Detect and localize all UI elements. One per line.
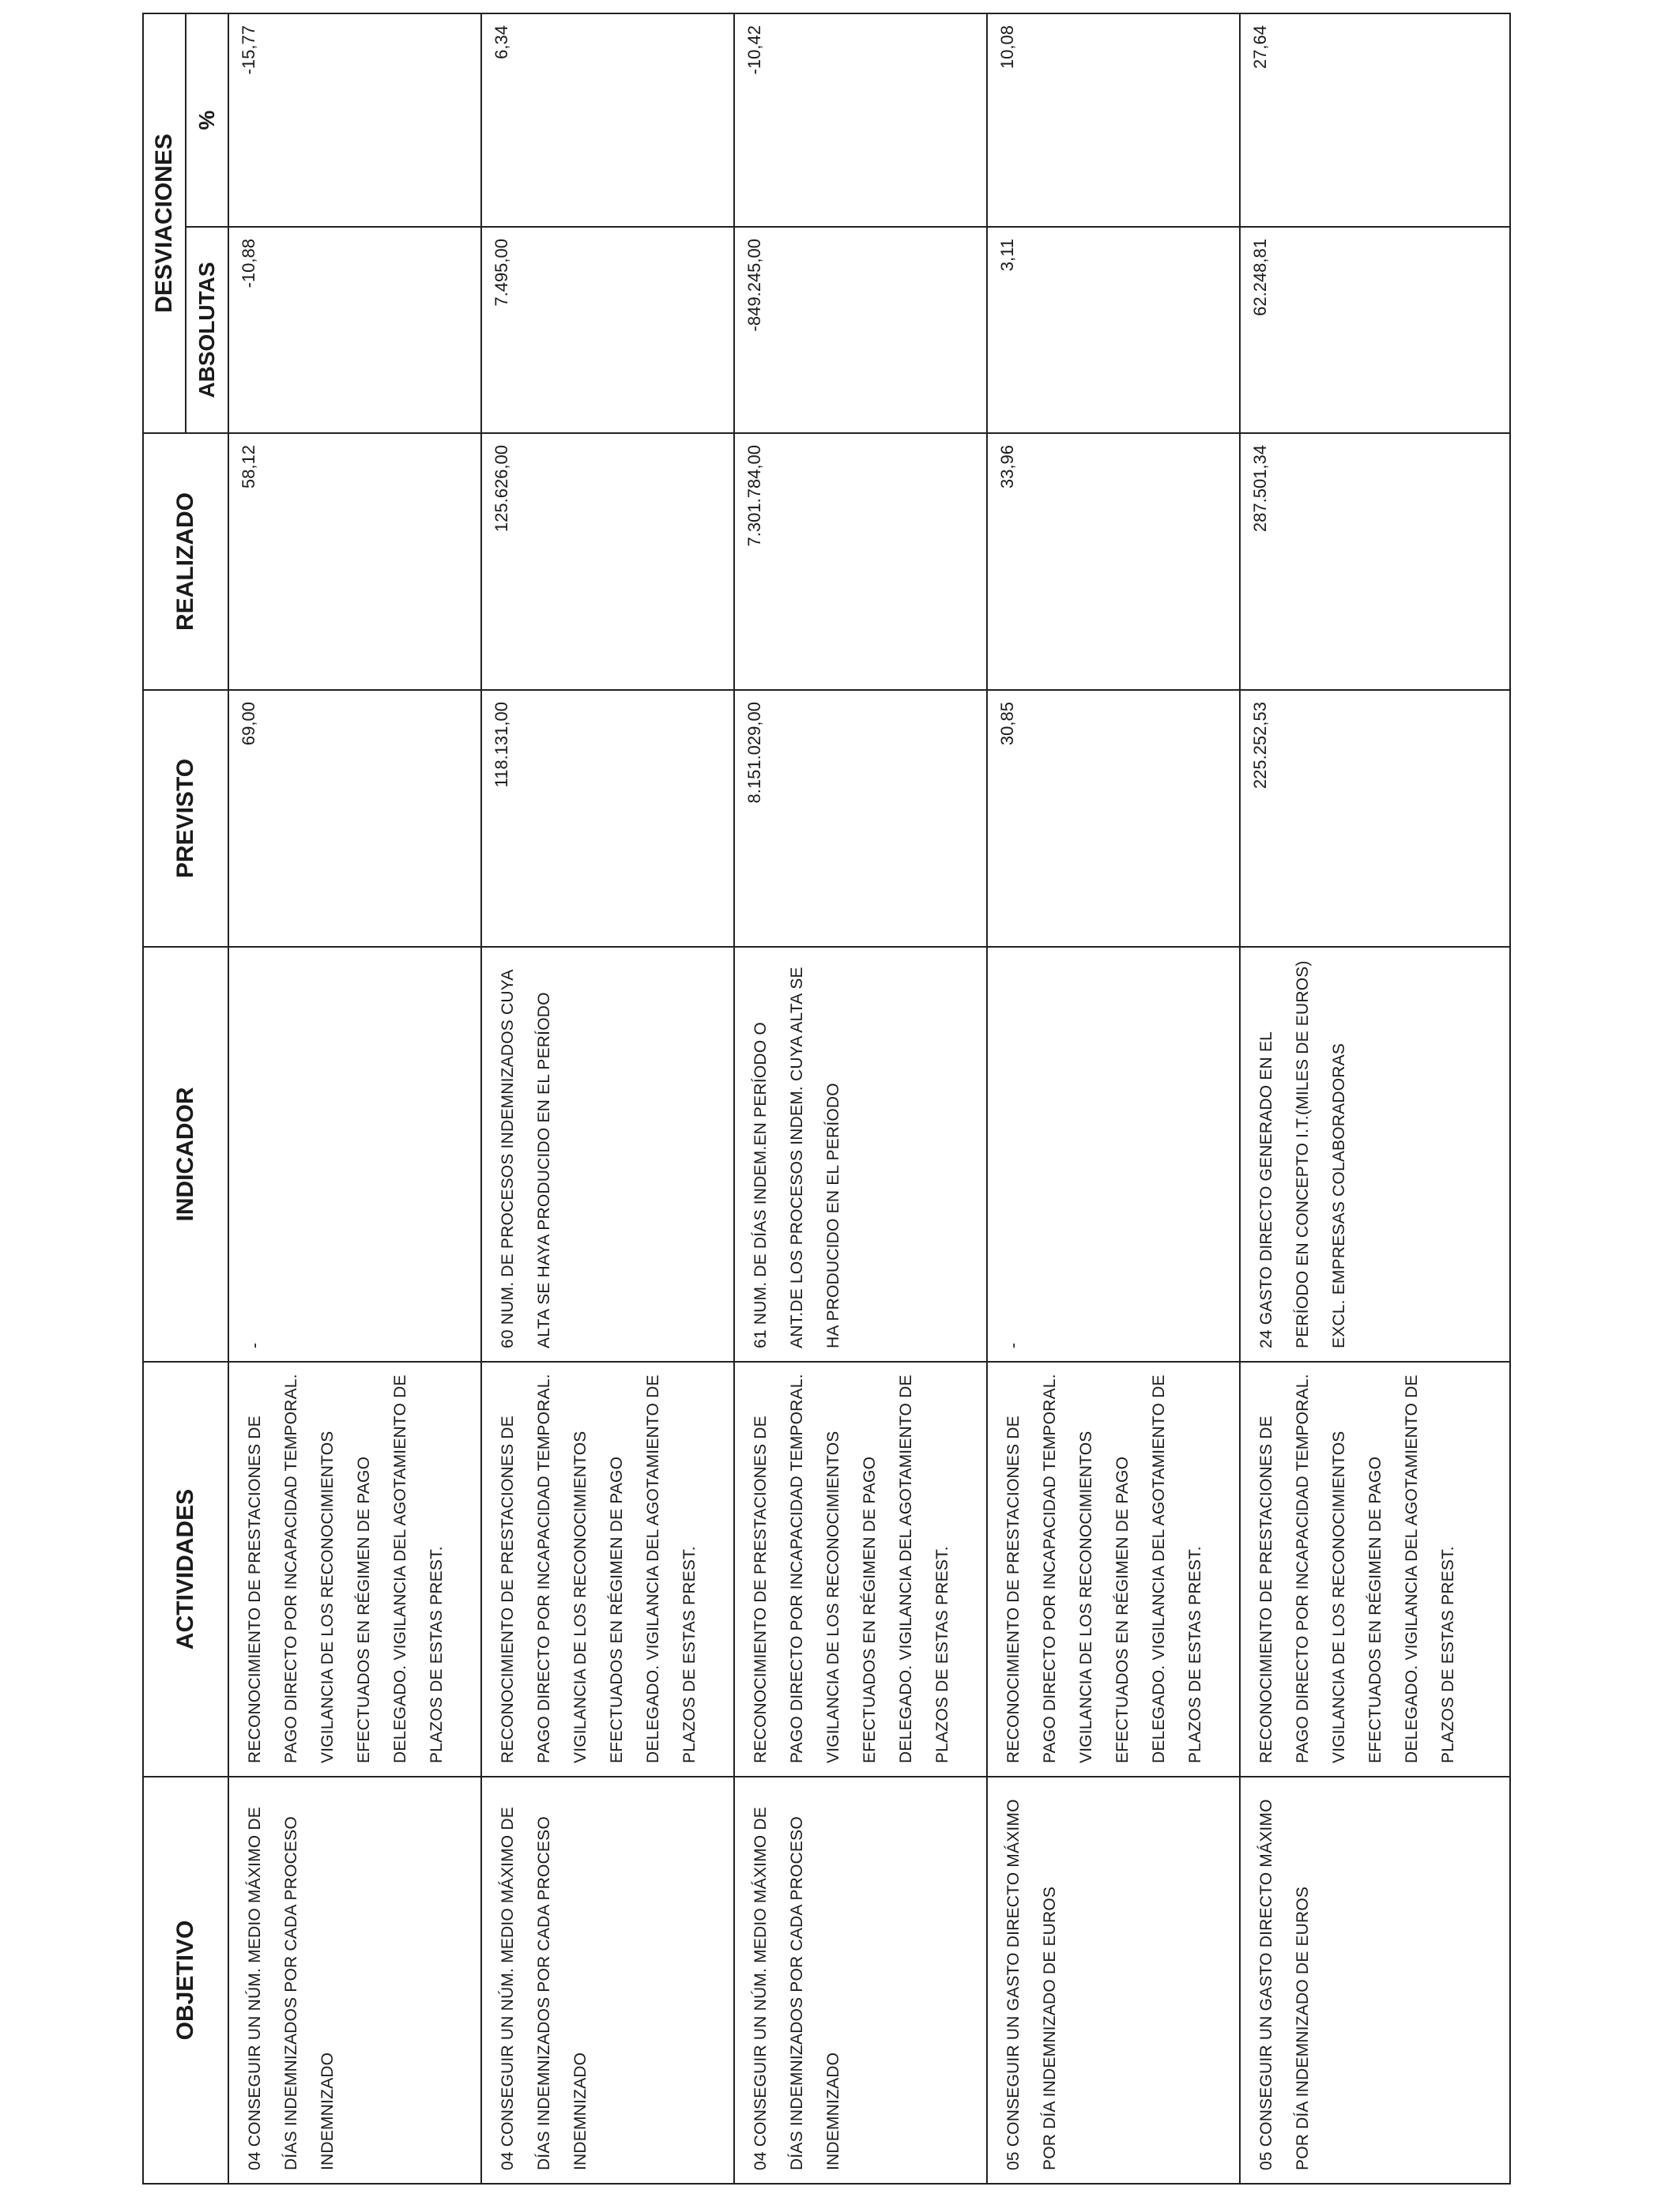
realizado-cell: 33,96 <box>987 433 1240 690</box>
header-actividades: ACTIVIDADES <box>143 1362 228 1777</box>
indicador-cell: - <box>987 947 1240 1362</box>
porcentaje-cell: -10,42 <box>734 13 987 227</box>
porcentaje-cell: 10,08 <box>987 13 1240 227</box>
absolutas-cell: 3,11 <box>987 227 1240 433</box>
objetivo-cell: 05 CONSEGUIR UN GASTO DIRECTO MÁXIMO POR DÍA INDEMNIZADO DE EUROS <box>987 1777 1240 2184</box>
actividades-cell: RECONOCIMIENTO DE PRESTACIONES DE PAGO DIRECTO POR INCAPACIDAD TEMPORAL. VIGILANCIA DE LOS RECONOCIMIENTOS EFECTUADOS EN RÉGIMEN DE PAGO DELEGADO. VIGILANCIA DEL AGOTAMIENTO DE PLAZOS DE ESTAS PREST. <box>481 1362 734 1777</box>
header-indicador: INDICADOR <box>143 947 228 1362</box>
realizado-cell: 125.626,00 <box>481 433 734 690</box>
objetivo-cell: 05 CONSEGUIR UN GASTO DIRECTO MÁXIMO POR DÍA INDEMNIZADO DE EUROS <box>1240 1777 1510 2184</box>
previsto-cell: 69,00 <box>228 690 481 947</box>
indicador-cell: 61 NUM. DE DÍAS INDEM.EN PERÍODO O ANT.DE LOS PROCESOS INDEM. CUYA ALTA SE HA PRODUCIDO EN EL PERÍODO <box>734 947 987 1362</box>
objetivo-cell: 04 CONSEGUIR UN NÚM. MEDIO MÁXIMO DE DÍAS INDEMNIZADOS POR CADA PROCESO INDEMNIZADO <box>481 1777 734 2184</box>
absolutas-cell: 62.248,81 <box>1240 227 1510 433</box>
table-row <box>228 13 481 2184</box>
header-objetivo: OBJETIVO <box>143 1777 228 2184</box>
actividades-cell: RECONOCIMIENTO DE PRESTACIONES DE PAGO DIRECTO POR INCAPACIDAD TEMPORAL. VIGILANCIA DE LOS RECONOCIMIENTOS EFECTUADOS EN RÉGIMEN DE PAGO DELEGADO. VIGILANCIA DEL AGOTAMIENTO DE PLAZOS DE ESTAS PREST. <box>1240 1362 1510 1777</box>
objetivo-cell: 04 CONSEGUIR UN NÚM. MEDIO MÁXIMO DE DÍAS INDEMNIZADOS POR CADA PROCESO INDEMNIZADO <box>734 1777 987 2184</box>
header-row <box>143 13 186 2184</box>
actividades-cell: RECONOCIMIENTO DE PRESTACIONES DE PAGO DIRECTO POR INCAPACIDAD TEMPORAL. VIGILANCIA DE LOS RECONOCIMIENTOS EFECTUADOS EN RÉGIMEN DE PAGO DELEGADO. VIGILANCIA DEL AGOTAMIENTO DE PLAZOS DE ESTAS PREST. <box>228 1362 481 1777</box>
header-desviaciones: DESVIACIONES <box>143 13 186 433</box>
objetivo-cell: 04 CONSEGUIR UN NÚM. MEDIO MÁXIMO DE DÍAS INDEMNIZADOS POR CADA PROCESO INDEMNIZADO <box>228 1777 481 2184</box>
porcentaje-cell: -15,77 <box>228 13 481 227</box>
absolutas-cell: 7.495,00 <box>481 227 734 433</box>
previsto-cell: 118.131,00 <box>481 690 734 947</box>
table-row <box>1240 13 1510 2184</box>
objectives-table <box>142 13 1511 2185</box>
porcentaje-cell: 6,34 <box>481 13 734 227</box>
indicador-cell: 60 NUM. DE PROCESOS INDEMNIZADOS CUYA ALTA SE HAYA PRODUCIDO EN EL PERÍODO <box>481 947 734 1362</box>
header-porcentaje: % <box>186 13 228 227</box>
table-row <box>987 13 1240 2184</box>
previsto-cell: 30,85 <box>987 690 1240 947</box>
header-realizado: REALIZADO <box>143 433 228 690</box>
table-row <box>734 13 987 2184</box>
previsto-cell: 225.252,53 <box>1240 690 1510 947</box>
realizado-cell: 7.301.784,00 <box>734 433 987 690</box>
realizado-cell: 287.501,34 <box>1240 433 1510 690</box>
absolutas-cell: -849.245,00 <box>734 227 987 433</box>
header-absolutas: ABSOLUTAS <box>186 227 228 433</box>
porcentaje-cell: 27,64 <box>1240 13 1510 227</box>
previsto-cell: 8.151.029,00 <box>734 690 987 947</box>
actividades-cell: RECONOCIMIENTO DE PRESTACIONES DE PAGO DIRECTO POR INCAPACIDAD TEMPORAL. VIGILANCIA DE LOS RECONOCIMIENTOS EFECTUADOS EN RÉGIMEN DE PAGO DELEGADO. VIGILANCIA DEL AGOTAMIENTO DE PLAZOS DE ESTAS PREST. <box>734 1362 987 1777</box>
absolutas-cell: -10,88 <box>228 227 481 433</box>
indicador-cell: 24 GASTO DIRECTO GENERADO EN EL PERÍODO EN CONCEPTO I.T.(MILES DE EUROS) EXCL. EMPRESAS COLABORADORAS <box>1240 947 1510 1362</box>
indicador-cell: - <box>228 947 481 1362</box>
header-previsto: PREVISTO <box>143 690 228 947</box>
table-row <box>481 13 734 2184</box>
actividades-cell: RECONOCIMIENTO DE PRESTACIONES DE PAGO DIRECTO POR INCAPACIDAD TEMPORAL. VIGILANCIA DE LOS RECONOCIMIENTOS EFECTUADOS EN RÉGIMEN DE PAGO DELEGADO. VIGILANCIA DEL AGOTAMIENTO DE PLAZOS DE ESTAS PREST. <box>987 1362 1240 1777</box>
realizado-cell: 58,12 <box>228 433 481 690</box>
